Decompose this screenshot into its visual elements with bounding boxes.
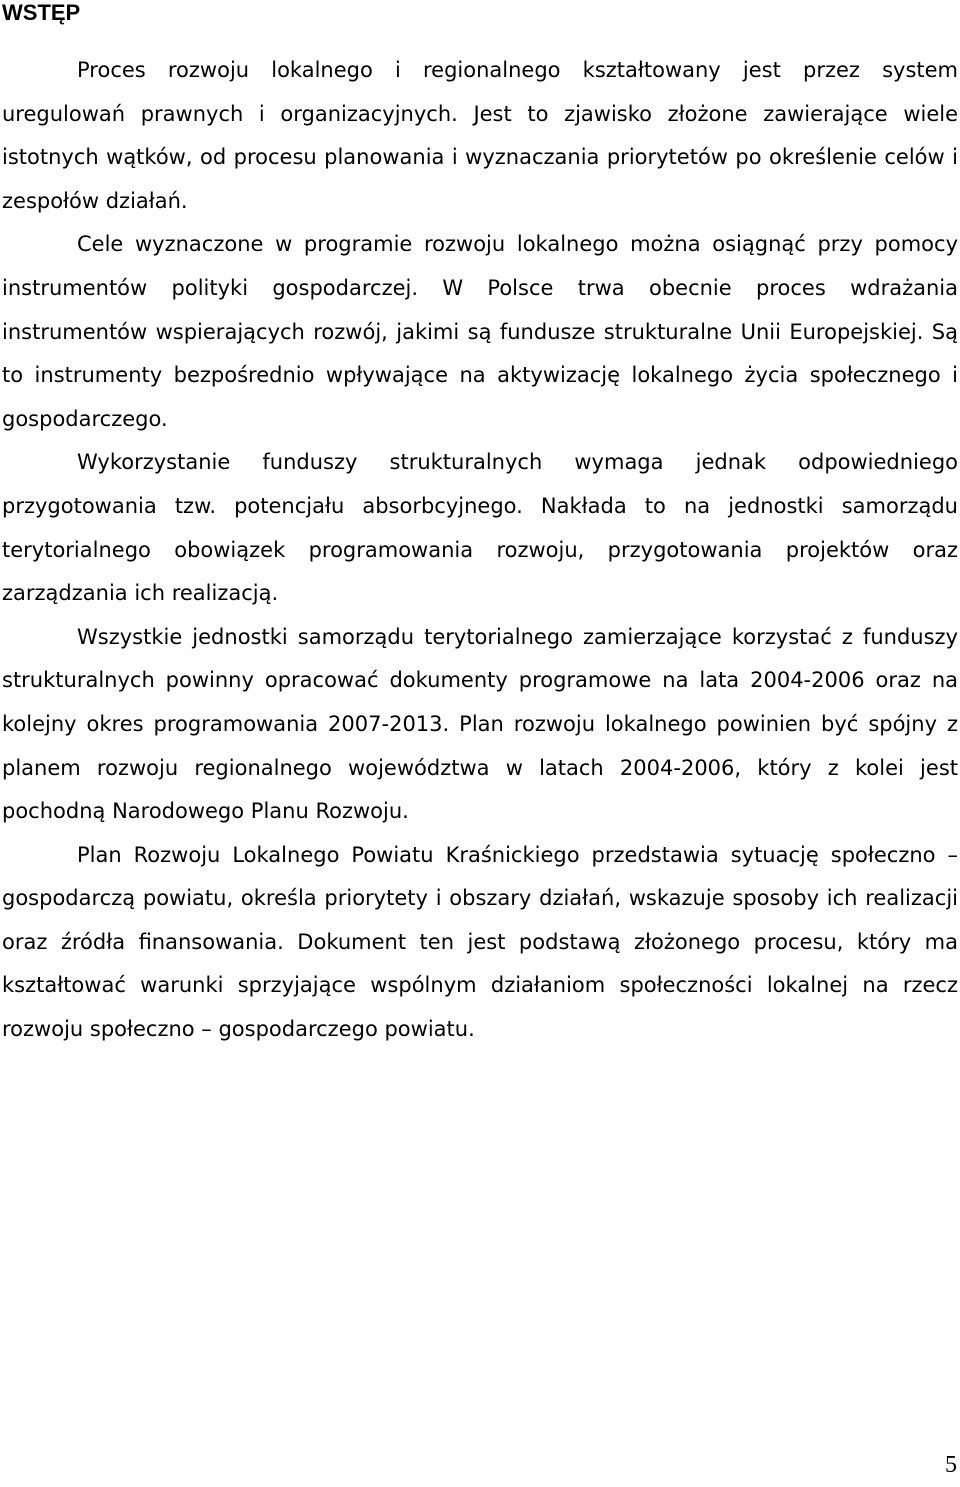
paragraph-4: Wszystkie jednostki samorządu terytorialnego zamierzające korzystać z funduszy strukturalnych powinny opracować dokumenty programowe na lata 2004-2006 oraz na kolejny okres programowania 2007-2013. Plan rozwoju lokalnego powinien być spójny z planem rozwoju regionalnego województwa w latach 2004-2006, który z kolei jest pochodną Narodowego Planu Rozwoju. <box>2 624 958 824</box>
paragraph-5: Plan Rozwoju Lokalnego Powiatu Kraśnickiego przedstawia sytuację społeczno – gospodarczą powiatu, określa priorytety i obszary działań, wskazuje sposoby ich realizacji oraz źródła finansowania. Dokument ten jest podstawą złożonego procesu, który ma kształtować warunki sprzyjające wspólnym działaniom społeczności lokalnej na rzecz rozwoju społeczno – gospodarczego powiatu. <box>2 842 958 1042</box>
paragraph-1: Proces rozwoju lokalnego i regionalnego kształtowany jest przez system uregulowań prawnych i organizacyjnych. Jest to zjawisko złożone zawierające wiele istotnych wątków, od procesu planowania i wyznaczania priorytetów po określenie celów i zespołów działań. <box>2 58 958 213</box>
page-heading: WSTĘP <box>2 0 81 25</box>
page-number: 5 <box>945 1452 957 1478</box>
body-text <box>2 49 958 1052</box>
paragraph-2: Cele wyznaczone w programie rozwoju lokalnego można osiągnąć przy pomocy instrumentów polityki gospodarczej. W Polsce trwa obecnie proces wdrażania instrumentów wspierających rozwój, jakimi są fundusze strukturalne Unii Europejskiej. Są to instrumenty bezpośrednio wpływające na aktywizację lokalnego życia społecznego i gospodarczego. <box>2 232 958 431</box>
paragraph-3: Wykorzystanie funduszy strukturalnych wymaga jednak odpowiedniego przygotowania tzw. potencjału absorbcyjnego. Nakłada to na jednostki samorządu terytorialnego obowiązek programowania rozwoju, przygotowania projektów oraz zarządzania ich realizacją. <box>2 450 958 606</box>
